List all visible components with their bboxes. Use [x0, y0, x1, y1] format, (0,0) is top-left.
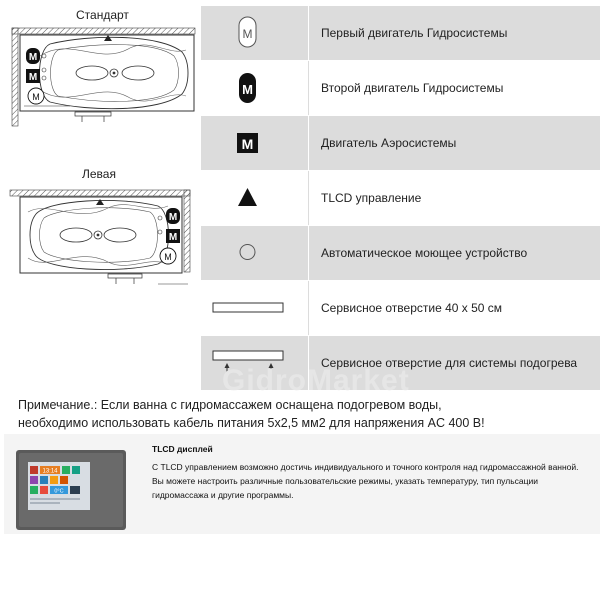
svg-text:M: M: [168, 232, 178, 243]
legend-table: [201, 6, 600, 391]
triangle-icon: [201, 171, 309, 225]
legend-label: Сервисное отверстие 40 x 50 см: [321, 301, 503, 315]
tlcd-section: [4, 434, 600, 534]
svg-text:M: M: [28, 72, 38, 83]
legend-label: Сервисное отверстие для системы подогрева: [321, 356, 578, 370]
legend-row: [201, 171, 600, 226]
legend-label: Двигатель Аэросистемы: [321, 136, 457, 150]
svg-text:M: M: [242, 82, 253, 97]
motor-filled-icon: [201, 61, 309, 115]
svg-text:M: M: [241, 136, 254, 152]
svg-text:M: M: [28, 52, 38, 63]
legend-row: [201, 116, 600, 171]
legend-row: [201, 61, 600, 116]
tlcd-desc-line-2: Вы можете настроить различные пользовательские режимы, указать температуру, тип пульсации: [152, 476, 538, 486]
legend-label: Первый двигатель Гидросистемы: [321, 26, 508, 40]
tlcd-description: [152, 460, 600, 502]
standard-diagram-title: Стандарт: [76, 8, 129, 22]
svg-text:M: M: [168, 212, 178, 223]
tlcd-desc-line-3: гидромассажа и другие программы.: [152, 490, 294, 500]
rectangle-icon: [201, 281, 309, 335]
legend-label: Второй двигатель Гидросистемы: [321, 81, 504, 95]
legend-symbol-cell: [201, 61, 309, 115]
note: [18, 396, 485, 432]
legend-label: Автоматическое моющее устройство: [321, 246, 528, 260]
legend-symbol-cell: [201, 226, 309, 280]
motor-outline-icon: [201, 6, 309, 60]
legend-row: [201, 6, 600, 61]
left-bathtub-diagram: [8, 188, 194, 288]
note-line-2: необходимо использовать кабель питания 5х2,5 мм2 для напряжения AC 400 B!: [18, 416, 485, 430]
standard-bathtub-diagram: [10, 26, 200, 132]
tlcd-screen-temp: 0°C: [54, 488, 64, 495]
svg-text:M: M: [242, 27, 253, 41]
legend-row: [201, 281, 600, 336]
left-diagram-title: Левая: [82, 167, 116, 181]
legend-symbol-cell: [201, 6, 309, 60]
tlcd-desc-line-1: С TLCD управлением возможно достичь индивидуального и точного контроля над гидромассажной ванной.: [152, 462, 579, 472]
legend-row: [201, 226, 600, 281]
tlcd-title: TLCD дисплей: [152, 444, 213, 454]
note-line-1: Примечание.: Если ванна с гидромассажем оснащена подогревом воды,: [18, 398, 442, 412]
tlcd-screen-time: 13:14: [42, 468, 58, 475]
legend-label: TLCD управление: [321, 191, 422, 205]
svg-text:M: M: [32, 92, 40, 102]
watermark: GidroMarket: [222, 364, 410, 397]
legend-symbol-cell: [201, 281, 309, 335]
svg-text:M: M: [164, 252, 172, 262]
legend-symbol-cell: [201, 116, 309, 170]
tlcd-device-image: [16, 450, 126, 530]
circle-icon: [201, 226, 309, 280]
legend-symbol-cell: [201, 171, 309, 225]
motor-square-icon: [201, 116, 309, 170]
